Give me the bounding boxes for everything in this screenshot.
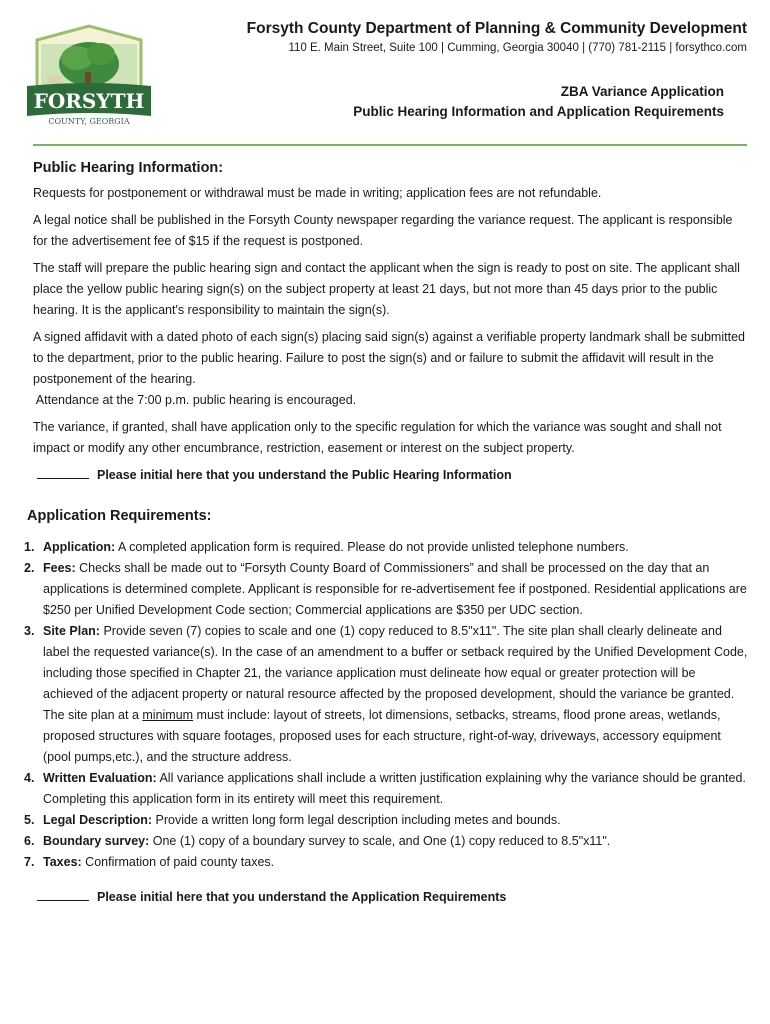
item-text: Confirmation of paid county taxes. [81,855,275,869]
document-body [24,158,748,908]
item-term: Legal Description: [43,813,153,827]
item-number: 3. [24,624,35,638]
paragraph: The staff will prepare the public hearing sign and contact the applicant when the sign is ready to post on site. The applicant shall place the yellow public hearing sign(s) on the subject property at least 21 days, but not more than 45 days prior to the public hearing. It is the applicant's responsibility to maintain the sign(s). [33,261,740,317]
item-term: Taxes: [43,855,82,869]
header-divider [33,144,747,146]
item-text-after: must include: layout of streets, lot dimensions, setbacks, streams, flood prone areas, wetlands, proposed structures with square footages, proposed uses for each structure, right-of-way, driveways, accessory equipment (pool pumps,etc.), and the structure address. [43,708,721,764]
item-term: Written Evaluation: [43,771,157,785]
list-item [24,621,748,768]
item-term: Boundary survey: [43,834,150,848]
item-text: Provide a written long form legal description including metes and bounds. [152,813,561,827]
requirements-list [24,537,748,873]
item-text: All variance applications shall include a written justification explaining why the variance should be granted. Completing this application form in its entirety will meet this requirement. [43,771,746,806]
application-subtitle: Public Hearing Information and Application Requirements [353,104,724,119]
item-underlined: minimum [142,708,194,722]
public-hearing-title: Public Hearing Information: [33,160,224,176]
initial-blank[interactable] [37,466,89,479]
item-number: 1. [24,540,35,554]
requirements-title: Application Requirements: [27,508,212,524]
item-term: Site Plan: [43,624,100,638]
paragraph: The variance, if granted, shall have application only to the specific regulation for which the variance was sought and shall not impact or modify any other encumbrance, restriction, easement or interest on the subject property. [33,420,722,455]
list-item [24,768,748,810]
item-text: One (1) copy of a boundary survey to scale, and One (1) copy reduced to 8.5"x11". [149,834,611,848]
list-item [24,537,748,558]
initial-text: Please initial here that you understand the Public Hearing Information [97,468,512,482]
public-hearing-initial [37,465,748,486]
list-item [24,831,748,852]
item-text: Provide seven (7) copies to scale and one (1) copy reduced to 8.5"x11". The site plan shall clearly delineate and label the requested variance(s). In the case of an amendment to a buffer or setback required by the Unified Development Code, including those specified in Chapter 21, the variance application must delineate how equal or greater protection will be achieved of the adjacent property or natural resource affected by the proposed development, should the variance be granted. The site plan at a [43,624,748,722]
item-number: 5. [24,813,35,827]
item-number: 6. [24,834,35,848]
list-item [24,810,748,831]
item-term: Application: [43,540,116,554]
application-title: ZBA Variance Application [560,84,724,99]
initial-blank[interactable] [37,888,89,901]
paragraph: A legal notice shall be published in the Forsyth County newspaper regarding the variance request. The applicant is responsible for the advertisement fee of $15 if the request is postponed. [33,213,733,248]
org-name: Forsyth County Department of Planning & Community Development [246,20,747,37]
forsyth-county-logo [27,24,151,128]
logo-text: FORSYTH [33,89,145,113]
paragraph: Requests for postponement or withdrawal must be made in writing; application fees are not refundable. [33,186,602,200]
logo-subtext: COUNTY, GEORGIA [48,117,130,126]
list-item [24,558,748,621]
org-address: 110 E. Main Street, Suite 100 | Cumming, Georgia 30040 | (770) 781-2115 | forsythco.com [288,42,747,54]
item-number: 2. [24,561,35,575]
requirements-initial [37,887,748,908]
item-term: Fees: [43,561,76,575]
item-text: Checks shall be made out to “Forsyth County Board of Commissioners” and shall be processed on the day that an applications is determined complete. Applicant is responsible for re-advertisement fee if postponed. Residential applications are $250 per Unified Development Code section; Commercial applications are $350 per UDC section. [43,561,747,617]
initial-text: Please initial here that you understand the Application Requirements [97,890,507,904]
item-text: A completed application form is required. Please do not provide unlisted telephone numbers. [115,540,629,554]
paragraph: A signed affidavit with a dated photo of each sign(s) placing said sign(s) against a verifiable property landmark shall be submitted to the department, prior to the public hearing. Failure to post the sign(s) and or failure to submit the affidavit will result in the postponement of the hearing. [33,330,745,386]
item-number: 4. [24,771,35,785]
paragraph: Attendance at the 7:00 p.m. public hearing is encouraged. [33,393,357,407]
list-item [24,852,748,873]
item-number: 7. [24,855,35,869]
